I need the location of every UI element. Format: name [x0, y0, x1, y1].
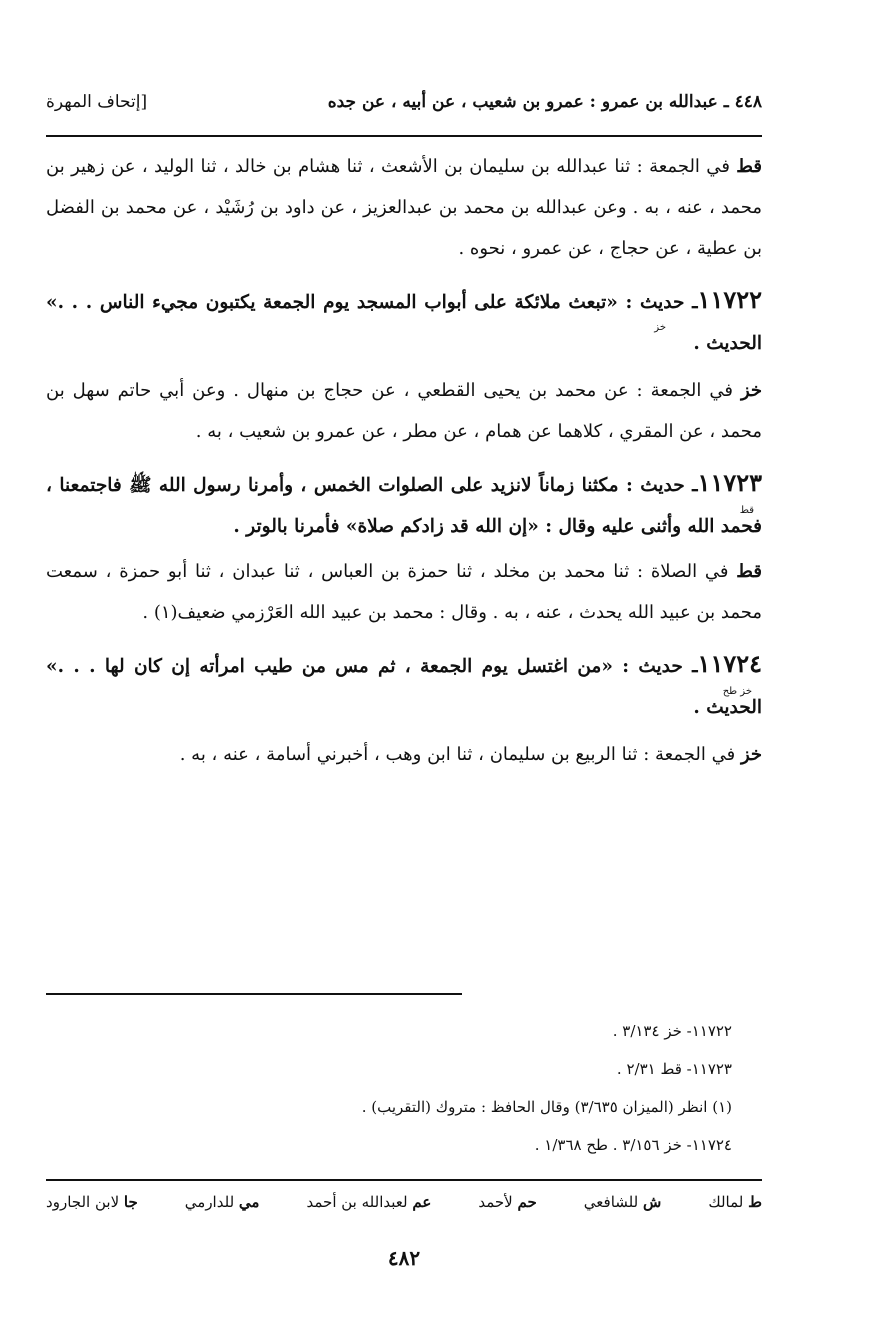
footnote: ١١٧٢٤- خز ٣/١٥٦ . طح ١/٣٦٨ . [534, 1136, 732, 1154]
hadith-heading: ١١٧٢٤ خز طح ـ حديث : «من اغتسل يوم الجمعة ، ثم مس من طيب امرأته إن كان لها . . .» الحديث . [46, 649, 762, 718]
hadith-number: ١١٧٢٤ [697, 649, 762, 678]
hadith-source-tag: خز طح [722, 686, 752, 697]
hadith-heading: ١١٧٢٢ خز ـ حديث : «تبعث ملائكة على أبواب المسجد يوم الجمعة يكتبون مجيء الناس . . .» الحديث . [46, 285, 762, 354]
header-title: ٤٤٨ ـ عبدالله بن عمرو : عمرو بن شعيب ، عن أبيه ، عن جده [327, 92, 762, 112]
hadith-source-tag: قط [739, 505, 754, 516]
running-header [46, 86, 762, 118]
abbreviation-item: مي للدارمي [184, 1193, 260, 1211]
footnote: ١١٧٢٣- قط ٢/٣١ . [616, 1060, 732, 1078]
abbreviation-item: ش للشافعي [583, 1193, 662, 1211]
abbreviation-item: عم لعبدالله بن أحمد [306, 1193, 432, 1211]
source-paragraph: خز في الجمعة : ثنا الربيع بن سليمان ، ثنا ابن وهب ، أخبرني أسامة ، عنه ، به . [179, 744, 762, 765]
source-paragraph: خز في الجمعة : عن محمد بن يحيى القطعي ، عن حجاج بن منهال . وعن أبي حاتم سهل بن محمد ، عن المقري ، كلاهما عن همام ، عن مطر ، عن عمرو بن شعيب ، به . [46, 380, 762, 442]
footnotes [46, 1012, 732, 1164]
footnote: ١١٧٢٢- خز ٣/١٣٤ . [612, 1022, 732, 1040]
page-number: ٤٨٢ [387, 1246, 421, 1270]
header-rule [46, 135, 762, 137]
main-text [46, 146, 762, 775]
hadith-number: ١١٧٢٣ [697, 468, 762, 497]
hadith-heading: ١١٧٢٣ قط ـ حديث : مكثنا زماناً لانزيد على الصلوات الخمس ، وأمرنا رسول الله ﷺ فاجتمعنا ، فحمد الله وأثنى عليه وقال : «إن الله قد زادكم صلاة» فأمرنا بالوتر . [46, 468, 762, 537]
source-paragraph: قط في الصلاة : ثنا محمد بن مخلد ، ثنا حمزة بن العباس ، ثنا عبدان ، ثنا أبو حمزة ، سمعت محمد بن عبيد الله يحدث ، عنه ، به . وقال : محمد بن عبيد الله العَرْزمي ضعيف(١) . [46, 561, 762, 623]
source-paragraph: قط في الجمعة : ثنا عبدالله بن سليمان بن الأشعث ، ثنا هشام بن خالد ، ثنا الوليد ، عن زهير بن محمد ، عنه ، به . وعن عبدالله بن محمد بن عبدالعزيز ، عن داود بن رُشَيْد ، عن محمد بن الفضل بن عطية ، عن حجاج ، عن عمرو ، نحوه . [46, 156, 762, 259]
abbreviation-item: حم لأحمد [478, 1193, 537, 1211]
header-book-title: [إتحاف المهرة [46, 92, 148, 112]
abbreviation-item: جا لابن الجارود [46, 1193, 138, 1211]
abbreviation-item: ط لمالك [708, 1193, 762, 1211]
abbreviation-key [46, 1193, 762, 1211]
hadith-number: ١١٧٢٢ [697, 285, 762, 314]
footnote: (١) انظر (الميزان ٣/٦٣٥) وقال الحافظ : متروك (التقريب) . [361, 1098, 732, 1116]
abbreviation-rule [46, 1179, 762, 1181]
hadith-source-tag: خز [654, 322, 666, 333]
footnote-rule [46, 993, 462, 995]
page [46, 0, 762, 1333]
